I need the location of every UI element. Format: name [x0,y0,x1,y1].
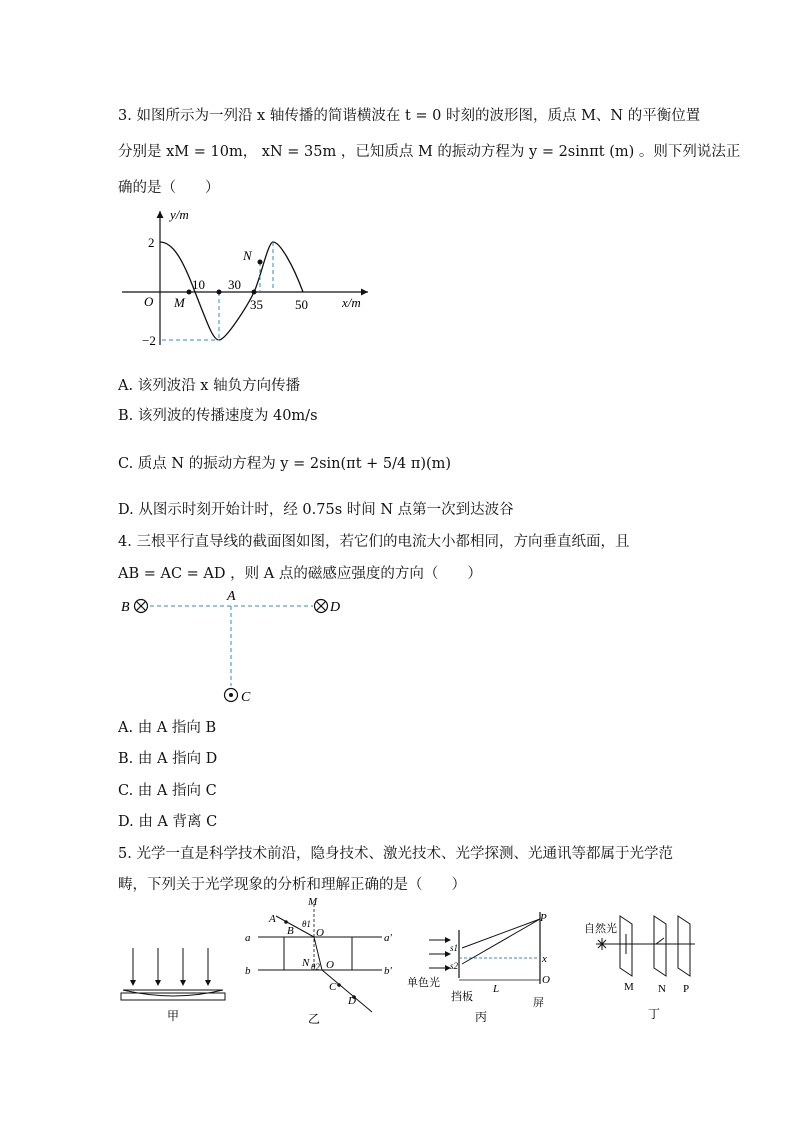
q3-option-a: A. 该列波沿 x 轴负方向传播 [118,378,301,394]
ytick-neg2: −2 [142,333,156,348]
label-D: D [330,600,341,615]
point-N [258,260,263,265]
figure-jia [115,940,235,1025]
xtick-30: 30 [228,277,241,292]
x-label: x/m [342,295,361,310]
wave-graph [118,205,378,355]
q4-line1: 4. 三根平行直导线的截面图如图，若它们的电流大小都相同，方向垂直纸面，且 [118,534,630,550]
bing-plate: 挡板 [451,991,473,1003]
natural-light-icon [596,938,608,950]
yi-D: D [348,995,356,1007]
yi-N: N [302,957,310,969]
label-B: B [121,600,130,615]
figure-bing [405,908,565,1026]
figure-yi [244,894,404,1026]
yi-a: a [245,932,251,944]
bing-screen: 屏 [533,997,544,1009]
q5-line2: 畴，下列关于光学现象的分析和理解正确的是（ ） [118,877,466,893]
ding-N: N [658,983,666,995]
yi-theta1: θ1 [302,919,311,929]
bing-L: L [493,983,500,995]
wire-D-into-page-icon [315,600,328,613]
bing-s2: s2 [450,961,459,971]
q4-option-b: B. 由 A 指向 D [118,751,218,767]
wire-B-into-page-icon [135,600,148,613]
origin-label: O [144,294,154,309]
yi-theta2: θ2 [311,962,320,972]
caption-jia: 甲 [167,1009,180,1023]
q3-line1: 3. 如图所示为一列沿 x 轴传播的简谐横波在 t = 0 时刻的波形图，质点 M、N 的平衡位置 [118,108,701,124]
label-A: A [227,589,236,604]
q5-line1: 5. 光学一直是科学技术前沿，隐身技术、激光技术、光学探测、光通讯等都属于光学范 [118,846,673,862]
label-M: M [174,295,185,310]
q3-option-b: B. 该列波的传播速度为 40m/s [118,408,318,424]
label-N: N [243,248,252,263]
point-M [187,290,192,295]
yi-O2: O [326,959,334,971]
yi-b: b [245,965,251,977]
ytick-2: 2 [148,235,155,250]
q4-option-c: C. 由 A 指向 C [118,783,217,799]
q3-line3: 确的是（ ） [118,180,220,196]
bing-x: x [542,953,547,965]
ding-P: P [683,983,690,995]
bing-O: O [542,974,550,986]
caption-yi: 乙 [308,1012,321,1026]
q4-line2: AB = AC = AD ，则 A 点的磁感应强度的方向（ ） [118,566,482,582]
wire-C-out-of-page-icon [225,689,238,702]
xtick-50: 50 [295,297,308,312]
ding-M: M [624,981,634,993]
ding-light: 自然光 [584,923,617,935]
y-label: y/m [170,207,189,222]
yi-a2: a′ [384,932,392,944]
yi-B: B [287,925,294,937]
bing-light: 单色光 [407,977,440,989]
yi-A: A [269,913,276,925]
caption-bing: 丙 [475,1010,488,1024]
q3-option-c: C. 质点 N 的振动方程为 y = 2sin(πt + 5/4 π)(m) [118,456,452,472]
q4-option-d: D. 由 A 背离 C [118,814,218,830]
xtick-35: 35 [250,297,263,312]
label-C: C [241,690,251,705]
bing-s1: s1 [450,943,459,953]
q3-option-d: D. 从图示时刻开始计时，经 0.75s 时间 N 点第一次到达波谷 [118,502,514,518]
figure-ding [580,910,705,1025]
yi-b2: b′ [384,965,392,977]
yi-M: M [308,896,318,908]
wire-figure [115,588,355,708]
yi-C: C [329,981,337,993]
q3-line2: 分别是 xM = 10m， xN = 35m ，已知质点 M 的振动方程为 y = 2sinπt (m) 。则下列说法正 [118,144,741,160]
q4-option-a: A. 由 A 指向 B [118,720,217,736]
bing-P: P [540,912,547,924]
caption-ding: 丁 [648,1007,661,1021]
yi-O: O [316,927,324,939]
xtick-10: 10 [192,277,205,292]
